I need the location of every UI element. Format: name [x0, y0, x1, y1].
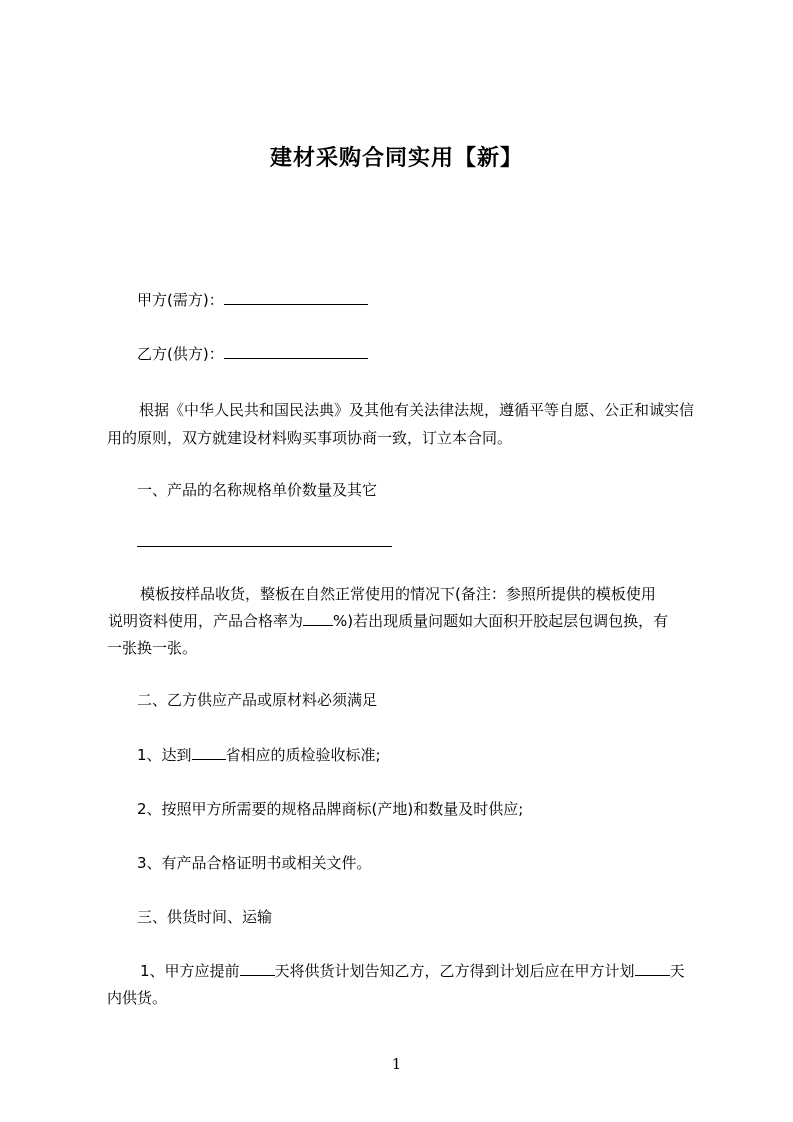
pass-rate-blank	[303, 611, 333, 626]
template-para-line-2	[108, 607, 668, 635]
party-a-line	[137, 286, 368, 314]
item-3-1-a: 1、甲方应提前	[140, 962, 240, 980]
supply-days-blank	[635, 961, 670, 976]
document-title: 建材采购合同实用【新】	[269, 146, 523, 171]
advance-days-blank	[240, 961, 275, 976]
item-2-1-b: 省相应的质检验收标准;	[225, 746, 381, 764]
section-1-heading: 一、产品的名称规格单价数量及其它	[137, 481, 378, 499]
party-b-line	[137, 340, 368, 368]
template-para-line-3: 一张换一张。	[107, 639, 198, 657]
section-2-heading: 二、乙方供应产品或原材料必须满足	[137, 691, 378, 709]
section-3-heading: 三、供货时间、运输	[137, 908, 273, 926]
item-2-3: 3、有产品合格证明书或相关文件。	[137, 854, 372, 872]
party-a-blank	[224, 290, 368, 305]
item-3-1	[140, 957, 685, 985]
province-blank	[192, 745, 226, 760]
template-para-line-2a: 说明资料使用，产品合格率为	[108, 612, 304, 630]
item-2-1-a: 1、达到	[137, 746, 192, 764]
item-2-2: 2、按照甲方所需要的规格品牌商标(产地)和数量及时供应;	[137, 800, 524, 818]
party-b-blank	[224, 344, 368, 359]
item-3-1-c: 天	[669, 962, 685, 980]
section-1-blank-rule	[137, 546, 392, 547]
template-para-line-2b: %)若出现质量问题如大面积开胶起层包调包换，有	[333, 612, 669, 630]
party-b-label: 乙方(供方)：	[137, 345, 224, 363]
item-3-1-line-2: 内供货。	[107, 989, 168, 1007]
item-3-1-b: 天将供货计划告知乙方，乙方得到计划后应在甲方计划	[274, 962, 635, 980]
template-para-line-1: 模板按样品收货，整板在自然正常使用的情况下(备注：参照所提供的模板使用	[140, 585, 656, 603]
item-2-1	[137, 741, 381, 769]
party-a-label: 甲方(需方)：	[137, 291, 224, 309]
page-number: 1	[391, 1055, 402, 1073]
intro-paragraph: 根据《中华人民共和国民法典》及其他有关法律法规，遵循平等自愿、公正和诚实信用的原则，双方就建设材料购买事项协商一致，订立本合同。	[107, 401, 695, 447]
